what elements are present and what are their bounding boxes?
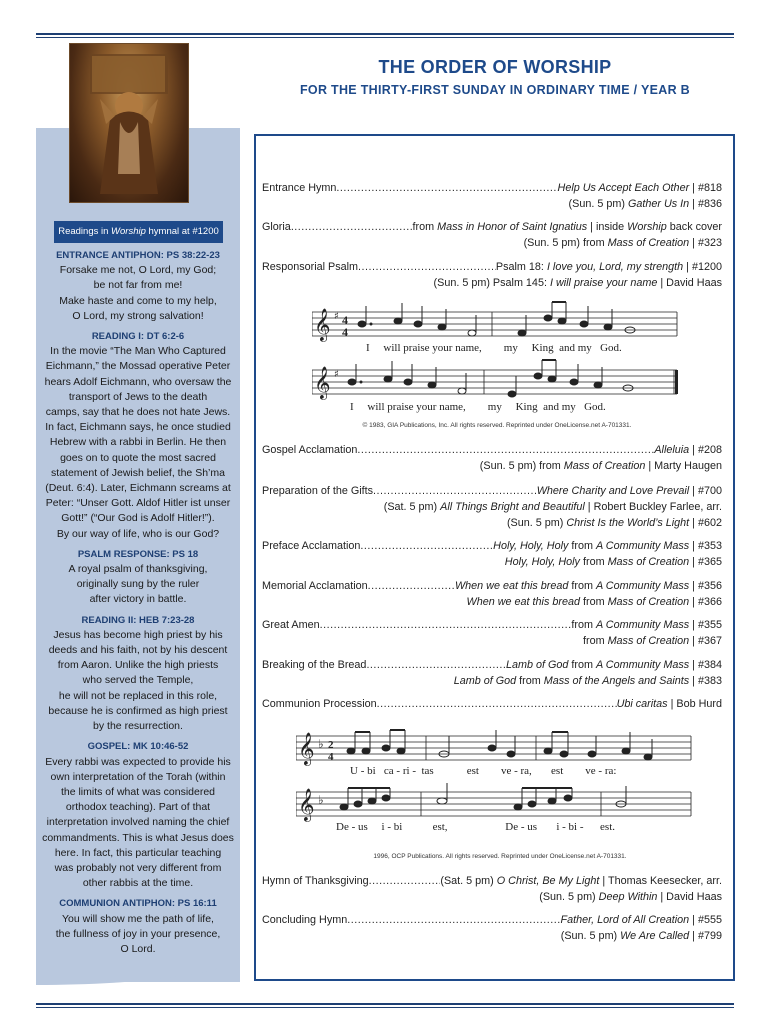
value-title: I love you, Lord, my strength	[546, 261, 684, 273]
reading-text-line: deeds and his faith, not by his descent	[48, 644, 228, 657]
svg-text:2: 2	[328, 739, 334, 751]
reading-text-line: the fullness of joy in your presence,	[55, 927, 221, 940]
svg-text:4: 4	[342, 325, 348, 339]
value-text: | Robert Buckley Farlee, arr.	[584, 501, 722, 513]
value-text: from	[579, 596, 608, 608]
reading-text-line: originally sung by the ruler	[76, 578, 200, 591]
value-text: (Sun. 5 pm)	[568, 198, 628, 210]
value-title: Lamb of God	[453, 675, 517, 687]
value-title: Alleluia	[654, 444, 690, 456]
value-title: Lamb of God	[505, 659, 569, 671]
value-title: Mass of Creation	[607, 237, 690, 249]
entry-label: Gloria	[262, 221, 291, 233]
entry-label: Entrance Hymn	[262, 182, 337, 194]
value-text: | Bob Hurd	[667, 698, 722, 710]
ubi-caritas-lyrics-line-1: U - bi ca - ri - tas est ve - ra, est ve - ra:	[350, 765, 617, 777]
reading-text-line: who served the Temple,	[82, 674, 194, 687]
leader-dots	[336, 180, 557, 196]
leader-dots	[358, 259, 496, 275]
leader-dots	[368, 578, 455, 594]
bottom-rule-thin	[36, 1007, 734, 1008]
value-text: | Thomas Keesecker, arr.	[599, 875, 722, 887]
reading-text-line: Hebrew with a rabbi in Berlin. He then	[49, 436, 227, 449]
reading-text-line: In the movie “The Man Who Captured	[50, 345, 226, 358]
value-text: (Sun. 5 pm)	[560, 930, 621, 942]
reading-text-line: was probably not very different from	[54, 861, 222, 874]
reading-text-line: from Aaron. Unlike the high priests	[57, 659, 219, 672]
entry-second-line	[262, 928, 722, 944]
value-text: (Sat. 5 pm)	[440, 875, 497, 887]
value-title: Mass of the Angels and Saints	[543, 675, 690, 687]
entry-third-line	[262, 515, 722, 531]
entry-label: Gospel Acclamation	[262, 444, 358, 456]
reading-heading: ENTRANCE ANTIPHON: PS 38:22-23	[56, 250, 220, 261]
value-title: Mass of Creation	[563, 460, 646, 472]
value-text: from	[568, 540, 596, 552]
value-text: back cover	[666, 221, 722, 233]
svg-text:♭: ♭	[318, 737, 324, 751]
leader-dots	[366, 657, 506, 673]
reading-text-line: orthodox teaching). Part of that	[65, 801, 211, 814]
leader-dots	[373, 483, 537, 499]
ubi-caritas-copyright: 1996, OCP Publications. All rights reserved. Reprinted under OneLicense.net A-701331.	[373, 853, 627, 860]
value-text: | #323	[689, 237, 722, 249]
psalm-lyrics-line-2: I will praise your name, my King and my God.	[350, 401, 606, 413]
entry-second-line	[262, 594, 722, 610]
entry-label: Breaking of the Bread	[262, 659, 367, 671]
entry-second-line	[262, 673, 722, 689]
entry-label: Memorial Acclamation	[262, 580, 368, 592]
svg-text:♭: ♭	[318, 793, 324, 807]
bottom-rule	[36, 1003, 734, 1005]
value-text: | #818	[689, 182, 722, 194]
readings-list	[36, 248, 240, 957]
reading-text-line: transport of Jews to the death	[68, 390, 208, 403]
reading-text-line: Jesus has become high priest by his	[53, 628, 223, 641]
value-text: (Sun. 5 pm) from	[523, 237, 608, 249]
svg-text:4: 4	[342, 313, 348, 327]
value-title: Mass of Creation	[607, 596, 690, 608]
value-title: Holy, Holy, Holy	[504, 556, 580, 568]
worship-entry	[262, 180, 722, 212]
entry-label: Preface Acclamation	[262, 540, 361, 552]
leader-dots	[347, 912, 560, 928]
entry-value	[654, 442, 722, 458]
entry-second-line	[262, 633, 722, 649]
reading-text-line: Forsake me not, O Lord, my God;	[59, 264, 217, 277]
value-title: A Community Mass	[595, 580, 690, 592]
ubi-caritas-lyrics-line-2: De - us i - bi est, De - us i - bi - est.	[336, 821, 616, 833]
entry-label: Great Amen	[262, 619, 320, 631]
entry-second-line	[262, 458, 722, 474]
reading-text-line: Gott!” (“Our God is Adolf Hitler!”).	[61, 512, 215, 525]
entry-second-line	[262, 196, 722, 212]
moses-artwork-image	[69, 43, 189, 203]
entry-label: Preparation of the Gifts	[262, 485, 374, 497]
value-title: When we eat this bread	[466, 596, 580, 608]
value-text: (Sun. 5 pm) from	[479, 460, 564, 472]
entry-value	[496, 259, 722, 275]
value-text: | #208	[689, 444, 722, 456]
value-text: | #367	[689, 635, 722, 647]
worship-entry	[262, 538, 722, 570]
value-text: | inside	[587, 221, 628, 233]
value-title: A Community Mass	[595, 659, 690, 671]
value-text: | #700	[689, 485, 722, 497]
value-title: Christ Is the World’s Light	[566, 517, 690, 529]
entry-value	[455, 578, 722, 594]
reading-text-line: A royal psalm of thanksgiving,	[68, 563, 208, 576]
entry-label: Hymn of Thanksgiving	[262, 875, 369, 887]
value-text: (Sun. 5 pm) Psalm 145:	[433, 277, 550, 289]
reading-text-line: goes on to quote the most sacred	[60, 451, 216, 464]
page-subtitle: FOR THE THIRTY-FIRST SUNDAY IN ORDINARY TIME / YEAR B	[299, 83, 690, 97]
reading-text-line: (Deut. 6:4). Later, Eichmann screams at	[45, 482, 231, 495]
value-text: (Sun. 5 pm)	[539, 891, 599, 903]
value-text: | #356	[689, 580, 722, 592]
value-text: | #365	[689, 556, 722, 568]
svg-text:𝄞: 𝄞	[298, 788, 315, 821]
value-title: Worship	[627, 221, 667, 233]
svg-text:♯: ♯	[334, 311, 339, 322]
reading-text-line: O Lord, my strong salvation!	[72, 309, 204, 322]
entry-value	[537, 483, 722, 499]
value-title: A Community Mass	[595, 619, 690, 631]
svg-text:𝄞: 𝄞	[314, 366, 331, 399]
value-text: | #355	[689, 619, 722, 631]
value-text: from	[579, 556, 608, 568]
worship-entry	[262, 873, 722, 905]
value-title: All Things Bright and Beautiful	[440, 501, 585, 513]
reading-text-line: Make haste and come to my help,	[59, 294, 217, 307]
reading-text-line: here. In fact, this particular teaching	[54, 846, 222, 859]
entry-value	[493, 538, 722, 554]
value-title: Mass of Creation	[607, 556, 690, 568]
reading-heading: COMMUNION ANTIPHON: PS 16:11	[59, 898, 217, 910]
leader-dots	[320, 617, 572, 633]
entry-value	[558, 180, 722, 196]
value-text: | #384	[689, 659, 722, 671]
reading-text-line: he will not be replaced in this role,	[58, 689, 218, 702]
reading-text-line: Eichmann,” the Mossad operative Peter	[45, 360, 231, 373]
psalm-lyrics-line-1: I will praise your name, my King and my God.	[366, 342, 622, 354]
value-title: Deep Within	[598, 891, 658, 903]
page-title: THE ORDER OF WORSHIP	[378, 57, 612, 77]
entry-label: Responsorial Psalm	[262, 261, 359, 273]
reading-heading: PSALM RESPONSE: PS 18	[77, 548, 199, 560]
value-text: from	[568, 659, 596, 671]
value-text: (Sat. 5 pm)	[383, 501, 441, 513]
reading-text-line: the limits of what was considered	[60, 785, 216, 798]
worship-entry	[262, 617, 722, 649]
entry-value	[617, 696, 722, 712]
entry-second-line	[262, 275, 722, 291]
value-title: Ubi caritas	[616, 698, 668, 710]
reading-text-line: hears Adolf Eichmann, who oversaw the	[44, 375, 232, 388]
value-text: from	[412, 221, 438, 233]
reading-text-line: You will show me the path of life,	[62, 912, 214, 925]
reading-text-line: other rabbis at the time.	[82, 877, 194, 890]
value-title: Mass of Creation	[607, 635, 690, 647]
top-rule-thin	[36, 37, 734, 38]
value-title: I will praise your name	[549, 277, 658, 289]
worship-entry	[262, 696, 722, 712]
readings-badge: Readings in Worship hymnal at #1200	[54, 221, 223, 243]
reading-text-line: Peter: “Unser Gott. Aldof Hitler ist unser	[45, 497, 231, 510]
svg-text:𝄞: 𝄞	[298, 732, 315, 765]
leader-dots	[377, 696, 617, 712]
entry-second-line	[262, 889, 722, 905]
value-text: | #383	[689, 675, 722, 687]
value-title: Help Us Accept Each Other	[557, 182, 690, 194]
value-text: | #836	[689, 198, 722, 210]
reading-text-line: Every rabbi was expected to provide his	[45, 755, 231, 768]
reading-text-line: after victory in battle.	[89, 593, 187, 606]
value-text: | David Haas	[657, 891, 722, 903]
svg-text:𝄞: 𝄞	[314, 308, 331, 341]
value-text: | #353	[689, 540, 722, 552]
leader-dots	[360, 538, 493, 554]
svg-text:4: 4	[328, 751, 334, 763]
reading-text-line: statement of Jewish belief, the Sh’ma	[51, 466, 225, 479]
entry-value	[571, 617, 722, 633]
value-text: | #1200	[683, 261, 722, 273]
entry-second-line	[262, 554, 722, 570]
reading-text-line: own interpretation of the Torah (within	[50, 770, 226, 783]
leader-dots	[291, 219, 413, 235]
value-text: from	[568, 580, 596, 592]
value-title: A Community Mass	[595, 540, 690, 552]
value-title: Where Charity and Love Prevail	[536, 485, 690, 497]
value-text: from	[516, 675, 544, 687]
reading-text-line: O Lord.	[120, 942, 156, 955]
worship-entry	[262, 657, 722, 689]
worship-entry	[262, 259, 722, 291]
entry-second-line	[262, 499, 722, 515]
value-title: Gather Us In	[627, 198, 690, 210]
value-text: (Sun. 5 pm)	[506, 517, 567, 529]
value-text: | #799	[689, 930, 722, 942]
entry-label: Communion Procession	[262, 698, 377, 710]
entry-label: Concluding Hymn	[262, 914, 348, 926]
value-text: | David Haas	[657, 277, 722, 289]
reading-heading: READING I: DT 6:2-6	[91, 331, 185, 343]
top-rule	[36, 33, 734, 35]
value-text: | #555	[689, 914, 722, 926]
reading-text-line: camps, say that he does not hate Jews.	[45, 406, 231, 419]
worship-entry	[262, 219, 722, 251]
entry-value	[440, 873, 722, 889]
worship-entry	[262, 578, 722, 610]
value-text: Psalm 18:	[495, 261, 547, 273]
worship-entry	[262, 442, 722, 474]
leader-dots	[369, 873, 441, 889]
reading-text-line: interpretation involved naming the chief	[46, 816, 230, 829]
reading-text-line: In fact, Eichmann says, he once studied	[45, 421, 231, 434]
value-text: from	[582, 635, 608, 647]
value-title: O Christ, Be My Light	[496, 875, 600, 887]
entry-value	[413, 219, 722, 235]
reading-text-line: be not far from me!	[93, 279, 183, 292]
entry-value	[561, 912, 722, 928]
value-title: Mass in Honor of Saint Ignatius	[437, 221, 588, 233]
worship-entry	[262, 912, 722, 944]
value-text: | #366	[689, 596, 722, 608]
reading-text-line: by the resurrection.	[93, 720, 183, 733]
reading-text-line: because he is confirmed as high priest	[48, 704, 228, 717]
reading-text-line: By our way of life, who is our God?	[56, 527, 220, 540]
value-text: | Marty Haugen	[645, 460, 722, 472]
reading-heading: GOSPEL: MK 10:46-52	[87, 741, 189, 753]
reading-heading: READING II: HEB 7:23-28	[81, 614, 195, 626]
entry-value	[506, 657, 722, 673]
value-title: Father, Lord of All Creation	[560, 914, 690, 926]
svg-text:♯: ♯	[334, 369, 339, 380]
psalm-copyright: © 1983, GIA Publications, Inc. All rights reserved. Reprinted under OneLicense.net A-701331.	[362, 422, 632, 429]
leader-dots	[357, 442, 654, 458]
reading-text-line: commandments. This is what Jesus does	[42, 831, 234, 844]
value-text: from	[571, 619, 596, 631]
entry-second-line	[262, 235, 722, 251]
value-text: | #602	[689, 517, 722, 529]
worship-entry	[262, 483, 722, 531]
value-title: When we eat this bread	[454, 580, 569, 592]
value-title: Holy, Holy, Holy	[493, 540, 569, 552]
value-title: We Are Called	[620, 930, 690, 942]
